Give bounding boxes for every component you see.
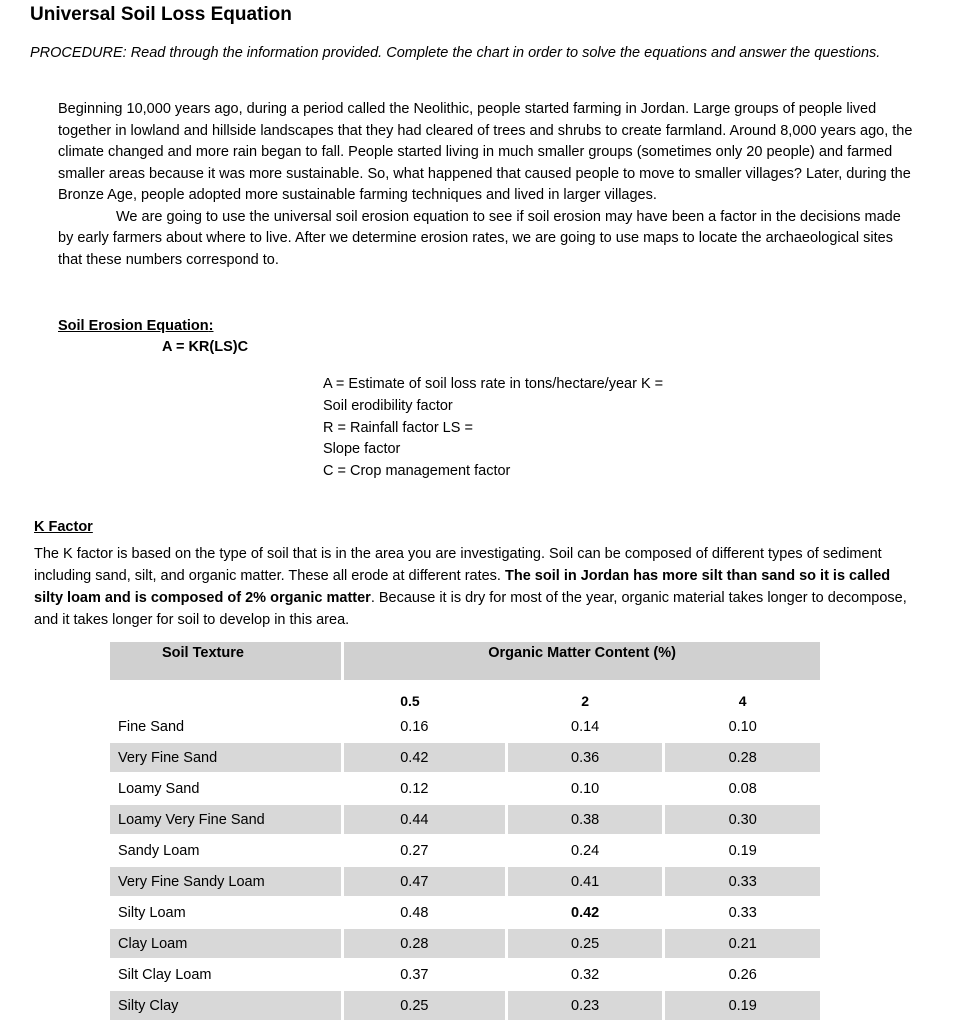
header-soil-texture: Soil Texture bbox=[110, 642, 344, 680]
cell-value: 0.28 bbox=[665, 741, 820, 774]
cell-texture: Very Fine Sand bbox=[110, 741, 344, 774]
cell-value: 0.38 bbox=[508, 803, 666, 836]
cell-texture: Silty Loam bbox=[110, 898, 344, 927]
cell-value: 0.47 bbox=[344, 865, 508, 898]
cell-value: 0.10 bbox=[728, 718, 757, 735]
subheader-col-3: 4 bbox=[665, 680, 820, 712]
table-row bbox=[110, 741, 820, 774]
equation-heading-label: Soil Erosion Equation bbox=[58, 318, 209, 334]
table-row bbox=[110, 960, 820, 989]
equation-heading-colon: : bbox=[208, 318, 214, 334]
table-row bbox=[110, 803, 820, 836]
header-organic-matter: Organic Matter Content (%) bbox=[344, 642, 820, 680]
definition-line: A = Estimate of soil loss rate in tons/hectare/year K = bbox=[323, 376, 664, 392]
equation-formula: A = KR(LS)C bbox=[162, 339, 249, 355]
cell-value: 0.14 bbox=[508, 712, 666, 741]
cell-value: 0.28 bbox=[344, 927, 508, 960]
equation-heading bbox=[58, 318, 214, 334]
cell-texture: Loamy Very Fine Sand bbox=[110, 803, 344, 836]
table-header-row bbox=[110, 642, 820, 680]
table-row bbox=[110, 836, 820, 865]
cell-value: 0.19 bbox=[665, 989, 820, 1022]
cell-texture: Fine Sand bbox=[110, 712, 344, 741]
cell-value: 0.27 bbox=[344, 836, 508, 865]
table-row bbox=[110, 774, 820, 803]
cell-texture: Very Fine Sandy Loam bbox=[110, 865, 344, 898]
table-row bbox=[110, 898, 820, 927]
k-factor-text-bold: The soil in Jordan has more silt than sand so it is called silty loam and is composed of 2% organic matter bbox=[34, 568, 891, 606]
definition-line: Soil erodibility factor bbox=[323, 397, 453, 414]
cell-value: 0.26 bbox=[728, 966, 757, 983]
definition-line: C = Crop management factor bbox=[323, 463, 511, 480]
table-row bbox=[110, 989, 820, 1022]
subheader-col-2: 2 bbox=[508, 680, 666, 712]
k-factor-text-part1: The K factor is based on the type of soil that is in the area you are investigating. Soil can be composed of different types of sediment including sand, silt, and organic matter. These all erode at different rates. bbox=[34, 546, 882, 584]
cell-value: 0.16 bbox=[344, 712, 508, 741]
definition-line: Slope factor bbox=[323, 441, 401, 458]
cell-value: 0.37 bbox=[344, 960, 508, 989]
cell-value: 0.08 bbox=[728, 780, 757, 797]
subheader-empty bbox=[110, 680, 344, 712]
cell-value: 0.24 bbox=[508, 836, 666, 865]
cell-value: 0.12 bbox=[344, 774, 508, 803]
cell-value: 0.33 bbox=[665, 865, 820, 898]
intro-paragraph-2: We are going to use the universal soil erosion equation to see if soil erosion may have been a factor in the decisions made by early farmers about where to live. After we determine erosion rates, we are going to use maps to locate the archaeological sites that these numbers correspond to. bbox=[58, 208, 901, 268]
cell-value: 0.33 bbox=[728, 904, 757, 921]
definition-line: R = Rainfall factor LS = bbox=[323, 419, 473, 436]
subheader-col-1: 0.5 bbox=[344, 680, 508, 712]
cell-value: 0.19 bbox=[728, 842, 757, 859]
table-row bbox=[110, 712, 820, 741]
cell-value: 0.36 bbox=[508, 741, 666, 774]
cell-texture: Loamy Sand bbox=[110, 774, 344, 803]
cell-value: 0.25 bbox=[344, 989, 508, 1022]
cell-value: 0.10 bbox=[508, 774, 666, 803]
cell-texture: Silt Clay Loam bbox=[110, 960, 344, 989]
k-factor-text bbox=[34, 543, 914, 631]
cell-texture: Sandy Loam bbox=[110, 836, 344, 865]
equation-definitions bbox=[323, 374, 723, 483]
cell-value: 0.42 bbox=[344, 741, 508, 774]
cell-value: 0.48 bbox=[344, 898, 508, 927]
document-title: Universal Soil Loss Equation bbox=[30, 4, 292, 25]
table-row bbox=[110, 865, 820, 898]
cell-value: 0.21 bbox=[665, 927, 820, 960]
cell-value: 0.44 bbox=[344, 803, 508, 836]
soil-erodibility-table bbox=[110, 642, 820, 1022]
table-subheader-row bbox=[110, 680, 820, 712]
cell-value: 0.41 bbox=[508, 865, 666, 898]
intro-paragraph-1: Beginning 10,000 years ago, during a period called the Neolithic, people started farming in Jordan. Large groups of people lived together in lowland and hillside landscapes that they had cleared of trees and shrubs to create farmland. Around 8,000 years ago, the climate changed and more rain began to fall. People started living in much smaller groups (sometimes only 20 people) and farmed smaller areas because it was more sustainable. So, what happened that caused people to move to smaller villages? Later, during the Bronze Age, people adopted more sustainable farming techniques and lived in larger villages. bbox=[58, 101, 913, 203]
k-factor-text-part2: . Because it is dry for most of the year, organic material takes longer to decompose, and it takes longer for soil to develop in this area. bbox=[34, 590, 907, 628]
cell-texture: Clay Loam bbox=[110, 927, 344, 960]
cell-value-highlight: 0.42 bbox=[508, 898, 666, 927]
table-row bbox=[110, 927, 820, 960]
procedure-text: PROCEDURE: Read through the information provided. Complete the chart in order to solve the equations and answer the questions. bbox=[30, 45, 881, 61]
cell-value: 0.23 bbox=[508, 989, 666, 1022]
cell-value: 0.25 bbox=[508, 927, 666, 960]
cell-texture: Silty Clay bbox=[110, 989, 344, 1022]
cell-value: 0.32 bbox=[508, 960, 666, 989]
cell-value: 0.30 bbox=[665, 803, 820, 836]
intro-section bbox=[58, 99, 918, 271]
k-factor-heading: K Factor bbox=[34, 519, 93, 535]
